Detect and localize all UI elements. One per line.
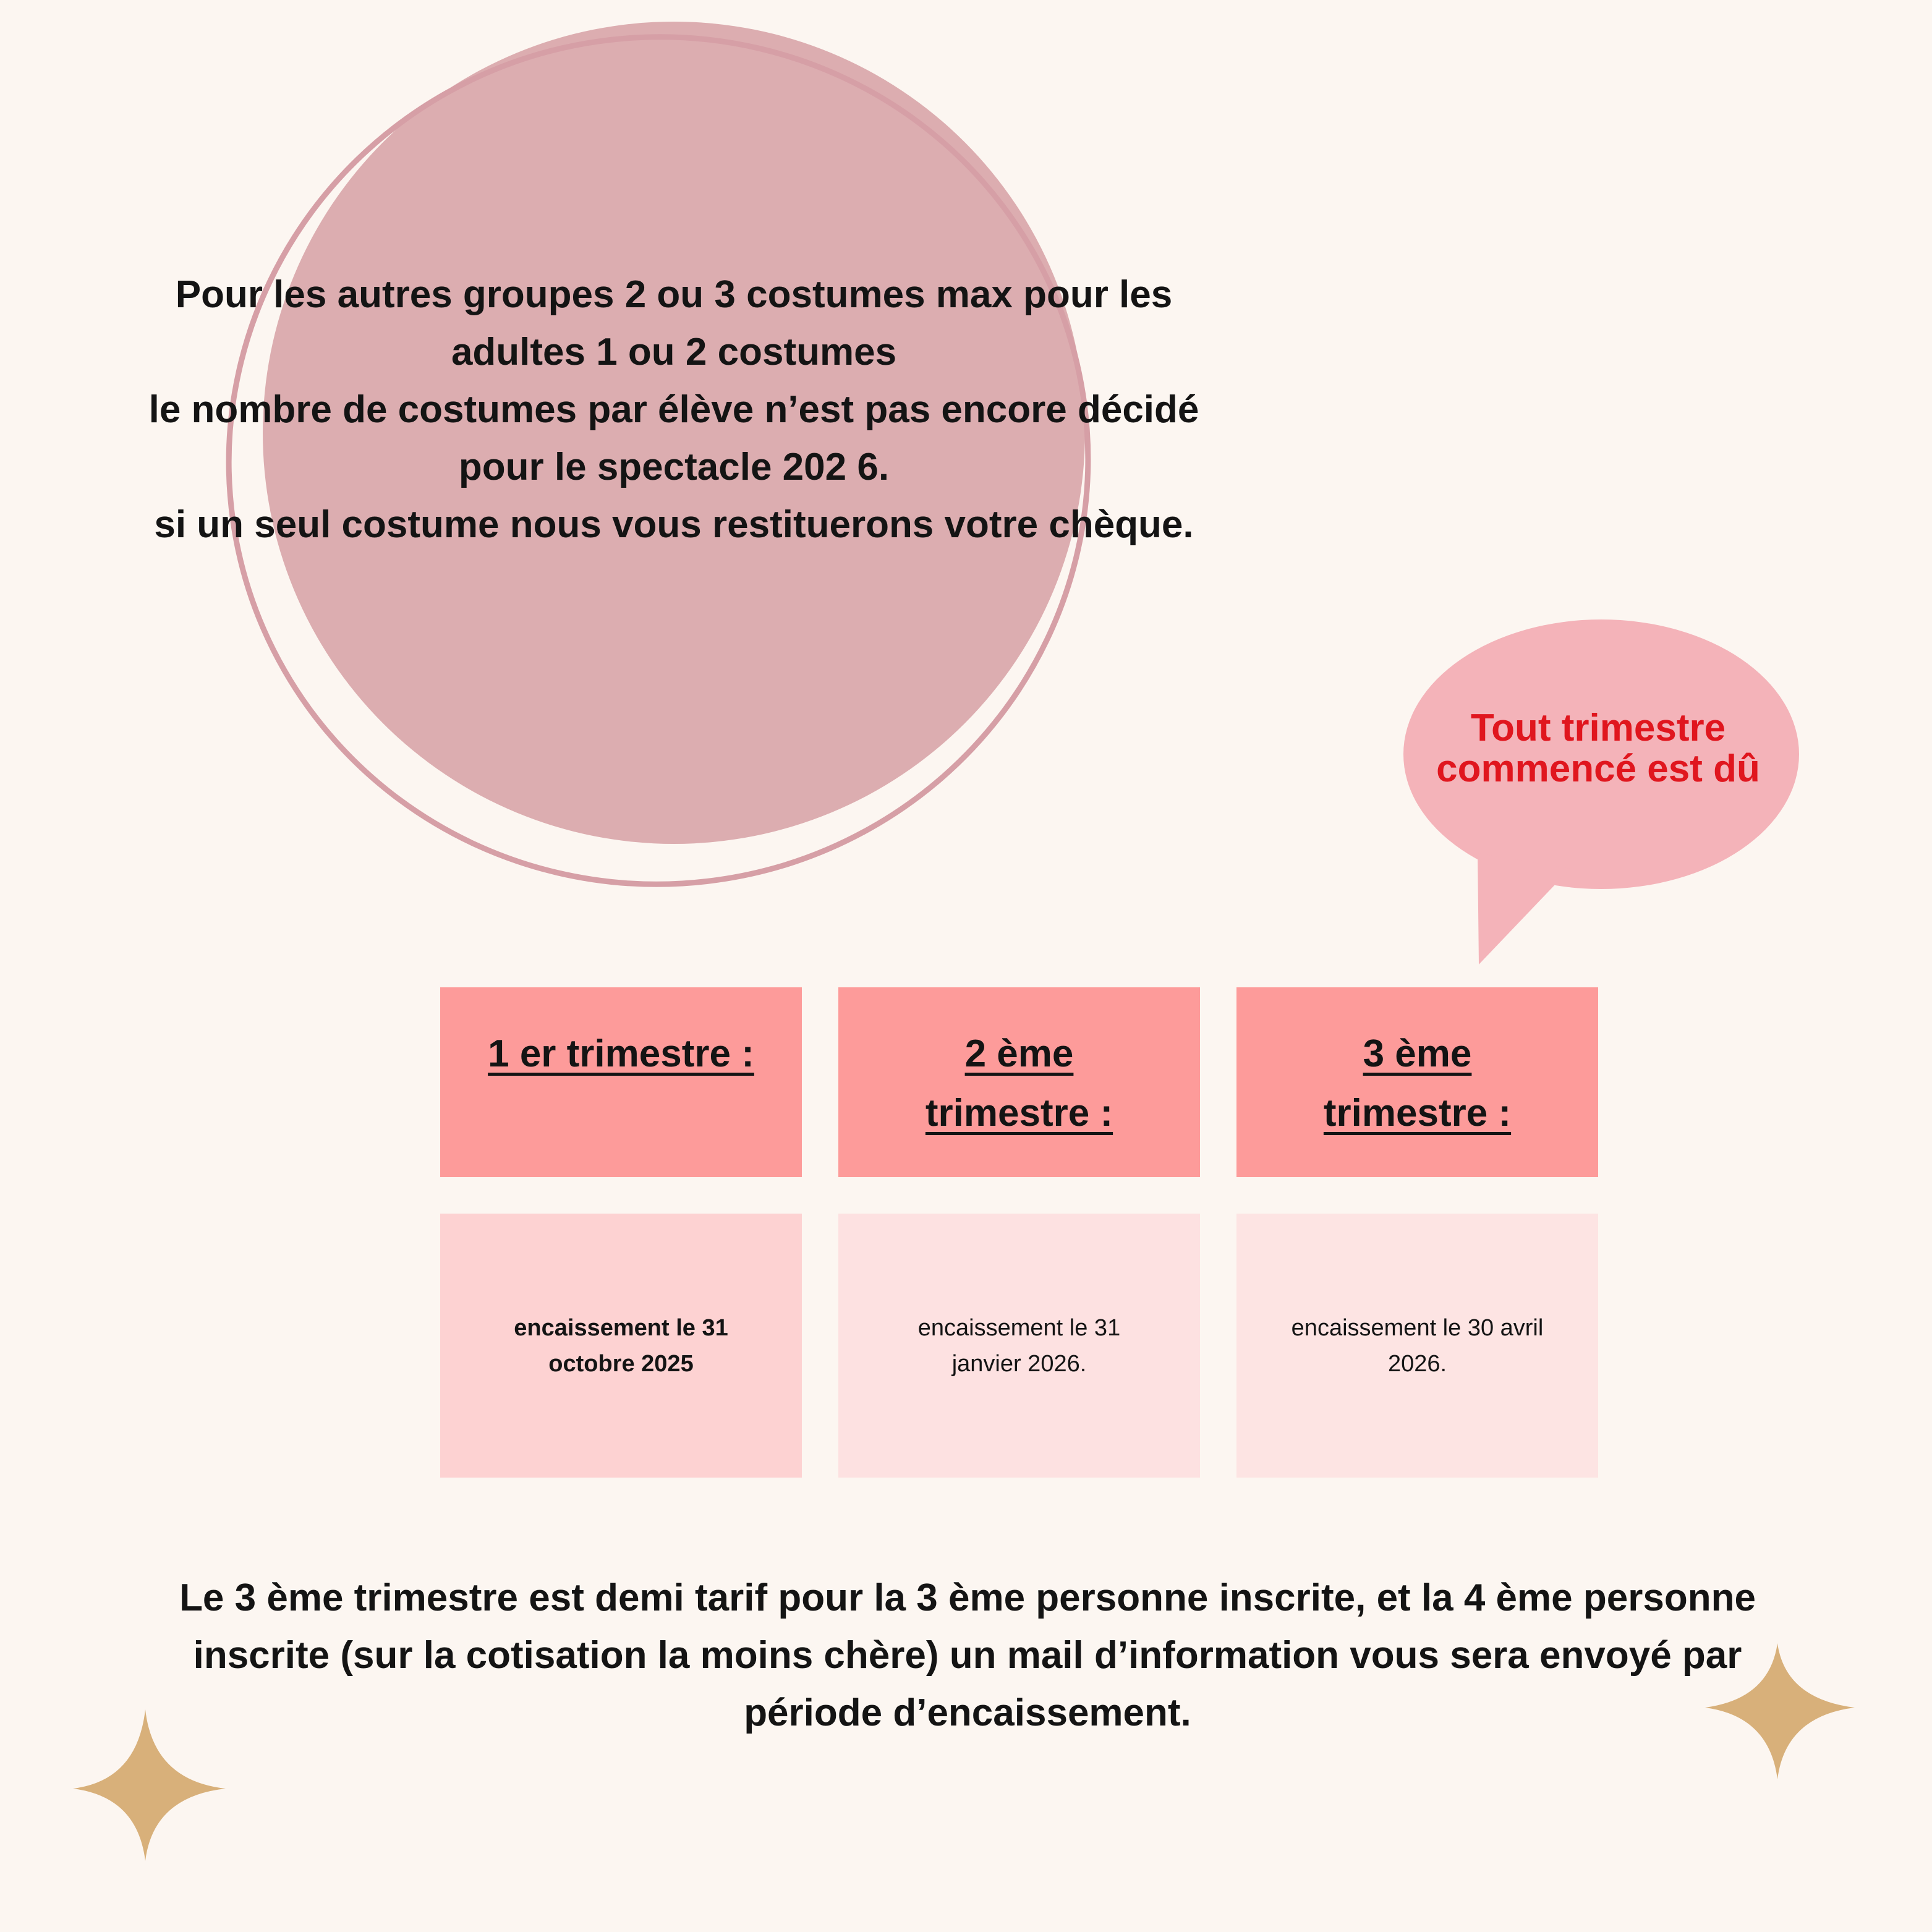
intro-line: le nombre de costumes par élève n’est pas encore décidé (148, 388, 1199, 431)
trimester-3-header (1236, 987, 1598, 1177)
bubble-line: commencé est dû (1436, 747, 1760, 790)
trimester-1-header (440, 987, 802, 1177)
trimester-3-title-line: trimestre : (1323, 1092, 1512, 1134)
footer-line: inscrite (sur la cotisation la moins chère) un mail d’information vous sera envoyé par (193, 1634, 1742, 1677)
footer-line: période d’encaissement. (744, 1692, 1191, 1734)
intro-line: adultes 1 ou 2 costumes (451, 331, 897, 373)
trimester-1-body (440, 1214, 802, 1478)
footer-line: Le 3 ème trimestre est demi tarif pour la 3 ème personne inscrite, et la 4 ème personne (179, 1577, 1756, 1619)
trimester-2-header (838, 987, 1200, 1177)
trimester-2-body (838, 1214, 1200, 1478)
trimester-2-date-line: janvier 2026. (951, 1350, 1087, 1377)
intro-paragraph (80, 266, 1267, 553)
intro-line: Pour les autres groupes 2 ou 3 costumes max pour les (175, 273, 1173, 316)
trimester-3-body (1236, 1214, 1598, 1478)
footer-paragraph (87, 1569, 1849, 1742)
speech-bubble-icon (1403, 619, 1799, 964)
bubble-line: Tout trimestre (1470, 707, 1726, 749)
trimester-2-title-line: trimestre : (925, 1092, 1113, 1134)
trimester-3-date-line: 2026. (1387, 1350, 1447, 1377)
trimester-3-date-line: encaissement le 30 avril (1291, 1314, 1544, 1341)
trimester-2-date-line: encaissement le 31 (917, 1314, 1121, 1341)
trimester-1-title: 1 er trimestre : (488, 1032, 754, 1075)
trimester-2-title-line: 2 ème (964, 1032, 1074, 1075)
intro-line: pour le spectacle 202 6. (458, 446, 890, 488)
trimester-3-title-line: 3 ème (1363, 1032, 1472, 1075)
trimester-1-date-line: octobre 2025 (548, 1350, 694, 1377)
bubble-text (1394, 708, 1802, 789)
intro-line: si un seul costume nous vous restituerons votre chèque. (154, 503, 1194, 546)
trimester-1-date-line: encaissement le 31 (514, 1314, 728, 1341)
